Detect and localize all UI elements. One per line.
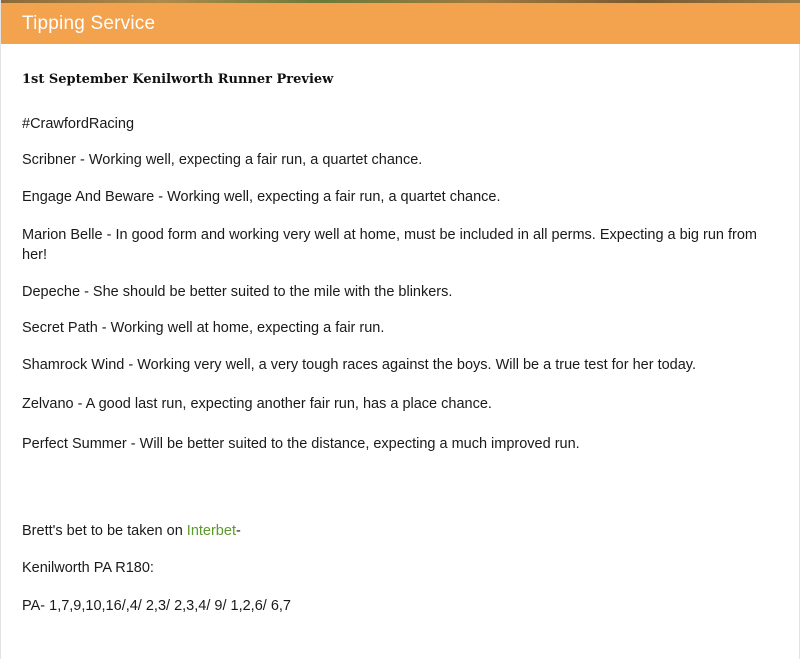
runner-scribner: Scribner - Working well, expecting a fair run, a quartet chance. [22,152,423,168]
runner-depeche: Depeche - She should be better suited to the mile with the blinkers. [22,284,453,300]
runner-zelvano: Zelvano - A good last run, expecting another fair run, has a place chance. [22,396,492,412]
header-title: Tipping Service [22,12,156,34]
runner-engage-and-beware: Engage And Beware - Working well, expecting a fair run, a quartet chance. [22,189,501,205]
interbet-link[interactable]: Interbet [186,523,236,539]
bet-suffix: - [235,523,241,539]
runner-perfect-summer: Perfect Summer - Will be better suited to the distance, expecting a much improved run. [22,436,580,452]
runner-secret-path: Secret Path - Working well at home, expecting a fair run. [22,320,385,336]
race-label: Kenilworth PA R180: [22,560,154,576]
bet-prefix: Brett's bet to be taken on [22,523,187,539]
section-header [1,3,800,44]
bet-info [22,521,782,541]
runner-shamrock-wind: Shamrock Wind - Working very well, a very tough races against the boys. Will be a true test for her today. [22,357,696,373]
runner-marion-belle: Marion Belle - In good form and working very well at home, must be included in all perms. Expecting a big run from her! [22,227,758,263]
perms: PA- 1,7,9,10,16/,4/ 2,3/ 2,3,4/ 9/ 1,2,6/ 6,7 [22,598,291,614]
article-title: 1st September Kenilworth Runner Preview [22,72,334,87]
hashtag: #CrawfordRacing [22,116,135,132]
